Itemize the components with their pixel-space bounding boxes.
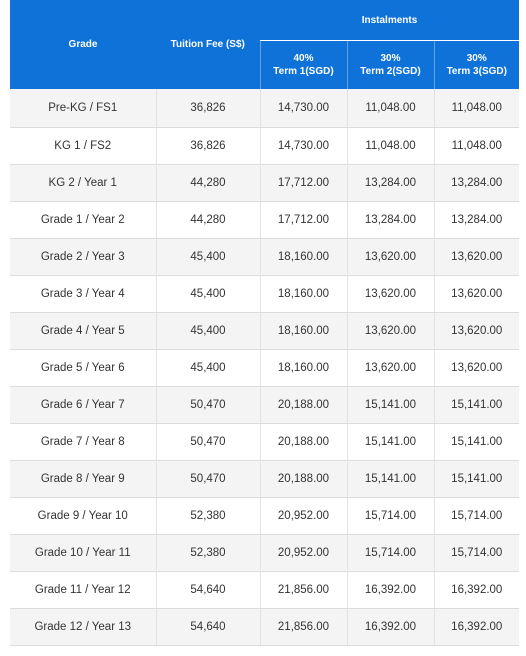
cell-grade: Pre-KG / FS1 <box>10 89 156 128</box>
table-row <box>10 239 519 276</box>
cell-tuition-fee: 44,280 <box>156 202 260 239</box>
cell-term-3: 16,392.00 <box>434 572 519 609</box>
header-row-top <box>10 0 519 41</box>
cell-term-1: 20,952.00 <box>260 498 347 535</box>
cell-term-1: 20,188.00 <box>260 387 347 424</box>
cell-term-1: 21,856.00 <box>260 609 347 646</box>
cell-term-2: 11,048.00 <box>347 89 434 128</box>
table-row <box>10 572 519 609</box>
cell-term-2: 13,620.00 <box>347 313 434 350</box>
table-header <box>10 0 519 89</box>
cell-term-1: 17,712.00 <box>260 202 347 239</box>
cell-tuition-fee: 45,400 <box>156 350 260 387</box>
cell-tuition-fee: 54,640 <box>156 609 260 646</box>
cell-term-1: 18,160.00 <box>260 350 347 387</box>
cell-term-3: 15,714.00 <box>434 535 519 572</box>
header-term-2-percent: 30% <box>380 53 401 64</box>
cell-tuition-fee: 45,400 <box>156 276 260 313</box>
cell-term-3: 16,392.00 <box>434 609 519 646</box>
cell-grade: Grade 2 / Year 3 <box>10 239 156 276</box>
cell-grade: Grade 7 / Year 8 <box>10 424 156 461</box>
cell-term-3: 13,620.00 <box>434 313 519 350</box>
cell-term-2: 13,284.00 <box>347 202 434 239</box>
cell-tuition-fee: 36,826 <box>156 89 260 128</box>
cell-term-3: 15,141.00 <box>434 461 519 498</box>
cell-grade: Grade 3 / Year 4 <box>10 276 156 313</box>
cell-term-3: 15,141.00 <box>434 424 519 461</box>
header-term-2 <box>347 41 434 90</box>
cell-term-1: 18,160.00 <box>260 276 347 313</box>
cell-term-2: 15,714.00 <box>347 498 434 535</box>
cell-term-3: 13,620.00 <box>434 276 519 313</box>
header-grade: Grade <box>10 0 156 89</box>
table-row <box>10 276 519 313</box>
cell-tuition-fee: 36,826 <box>156 128 260 165</box>
cell-term-3: 13,284.00 <box>434 165 519 202</box>
table-row <box>10 89 519 128</box>
table-row <box>10 350 519 387</box>
table-row <box>10 387 519 424</box>
cell-term-2: 15,141.00 <box>347 461 434 498</box>
cell-grade: Grade 11 / Year 12 <box>10 572 156 609</box>
header-term-3-percent: 30% <box>466 53 487 64</box>
cell-grade: Grade 9 / Year 10 <box>10 498 156 535</box>
header-instalments: Instalments <box>260 0 519 41</box>
cell-grade: KG 2 / Year 1 <box>10 165 156 202</box>
cell-term-1: 17,712.00 <box>260 165 347 202</box>
cell-grade: Grade 8 / Year 9 <box>10 461 156 498</box>
cell-term-2: 15,141.00 <box>347 424 434 461</box>
cell-tuition-fee: 52,380 <box>156 535 260 572</box>
cell-grade: Grade 10 / Year 11 <box>10 535 156 572</box>
cell-tuition-fee: 44,280 <box>156 165 260 202</box>
cell-grade: Grade 12 / Year 13 <box>10 609 156 646</box>
cell-grade: KG 1 / FS2 <box>10 128 156 165</box>
cell-term-1: 21,856.00 <box>260 572 347 609</box>
cell-tuition-fee: 45,400 <box>156 313 260 350</box>
cell-tuition-fee: 52,380 <box>156 498 260 535</box>
table-row <box>10 461 519 498</box>
cell-term-1: 18,160.00 <box>260 313 347 350</box>
cell-term-2: 11,048.00 <box>347 128 434 165</box>
cell-tuition-fee: 50,470 <box>156 461 260 498</box>
header-term-1-percent: 40% <box>293 53 314 64</box>
cell-term-3: 15,714.00 <box>434 498 519 535</box>
cell-tuition-fee: 54,640 <box>156 572 260 609</box>
cell-term-1: 20,188.00 <box>260 461 347 498</box>
cell-term-2: 15,714.00 <box>347 535 434 572</box>
cell-term-1: 18,160.00 <box>260 239 347 276</box>
table-body <box>10 89 519 646</box>
cell-term-3: 13,620.00 <box>434 350 519 387</box>
tuition-fee-table <box>10 0 519 646</box>
cell-term-3: 11,048.00 <box>434 128 519 165</box>
cell-tuition-fee: 50,470 <box>156 387 260 424</box>
cell-term-1: 20,188.00 <box>260 424 347 461</box>
header-term-1 <box>260 41 347 90</box>
header-term-3-label: Term 3(SGD) <box>446 66 507 77</box>
cell-term-2: 13,620.00 <box>347 239 434 276</box>
cell-tuition-fee: 50,470 <box>156 424 260 461</box>
cell-term-1: 14,730.00 <box>260 128 347 165</box>
header-term-2-label: Term 2(SGD) <box>360 66 421 77</box>
table-row <box>10 424 519 461</box>
cell-grade: Grade 6 / Year 7 <box>10 387 156 424</box>
cell-term-2: 15,141.00 <box>347 387 434 424</box>
table-row <box>10 165 519 202</box>
table-row <box>10 609 519 646</box>
cell-grade: Grade 5 / Year 6 <box>10 350 156 387</box>
cell-term-3: 13,284.00 <box>434 202 519 239</box>
cell-term-2: 16,392.00 <box>347 572 434 609</box>
cell-term-1: 14,730.00 <box>260 89 347 128</box>
cell-term-2: 13,620.00 <box>347 276 434 313</box>
header-term-1-label: Term 1(SGD) <box>273 66 334 77</box>
table-row <box>10 498 519 535</box>
cell-term-1: 20,952.00 <box>260 535 347 572</box>
table-row <box>10 313 519 350</box>
cell-term-2: 16,392.00 <box>347 609 434 646</box>
cell-term-3: 13,620.00 <box>434 239 519 276</box>
cell-tuition-fee: 45,400 <box>156 239 260 276</box>
cell-term-3: 11,048.00 <box>434 89 519 128</box>
cell-term-2: 13,620.00 <box>347 350 434 387</box>
table-row <box>10 128 519 165</box>
table-row <box>10 535 519 572</box>
cell-grade: Grade 1 / Year 2 <box>10 202 156 239</box>
header-tuition-fee: Tuition Fee (S$) <box>156 0 260 89</box>
cell-term-2: 13,284.00 <box>347 165 434 202</box>
cell-term-3: 15,141.00 <box>434 387 519 424</box>
header-term-3 <box>434 41 519 90</box>
cell-grade: Grade 4 / Year 5 <box>10 313 156 350</box>
table-row <box>10 202 519 239</box>
